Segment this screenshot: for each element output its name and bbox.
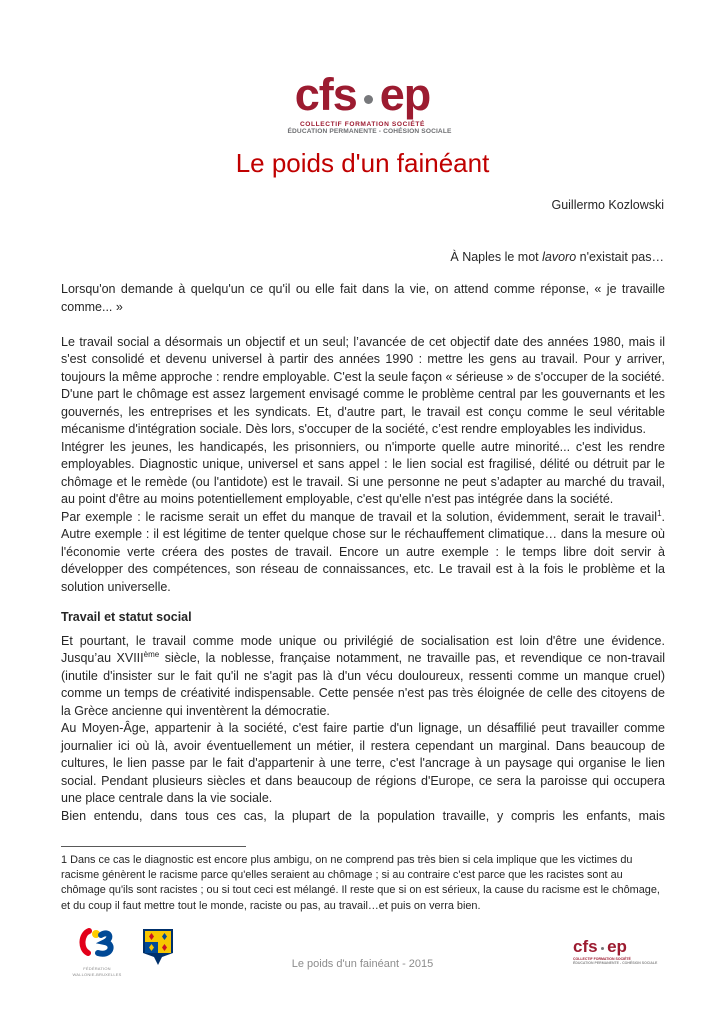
paragraph-et-pourtant-pre: Et pourtant, le travail comme mode unique ou privilégié de socialisation est loin d'être une évidence. Jusqu’au XVIII xyxy=(61,633,665,665)
paragraph-exemples-pre: Par exemple : le racisme serait un effet du manque de travail et la solution, évidemment, serait le travail xyxy=(61,509,658,524)
paragraph-bien-entendu: Bien entendu, dans tous ces cas, la plupart de la population travaille, y compris les enfants, mais xyxy=(61,808,665,823)
epigraph-pre: À Naples le mot xyxy=(450,250,543,264)
section-heading: Travail et statut social xyxy=(61,610,192,624)
footer-page-label: Le poids d'un fainéant - 2015 xyxy=(291,958,434,970)
page-title: Le poids d'un fainéant xyxy=(235,148,490,178)
footnote-text: 1 Dans ce cas le diagnostic est encore plus ambigu, on ne comprend pas très bien si cela implique que les victimes du racisme génèrent le racisme parce qu'elles seraient au chômage ; si au contraire c'est parce que les racistes sont au chômage qu'ils sont racistes ; ou si tout ceci est mélangé. Il reste que si on est sérieux, la cause du racisme est le chômage, et du coup il faut mettre tout le monde, raciste ou pas, au travail…et puis on verra bien. xyxy=(61,854,660,912)
superscript-eme: ème xyxy=(143,649,160,659)
paragraph-travail-social: Le travail social a désormais un objectif et un seul; l’avancée de cet objectif date des années 1980, mais il s'est consolidé et devenu universel à partir des années 1990 : mettre les gens au travail. Pour y arriver, toujours la même approche : rendre employable. C'est la seule façon « sérieuse » de s'occuper de la société. xyxy=(61,334,665,384)
footer-logo-subtitle-2: ÉDUCATION PERMANENTE - COHÉSION SOCIALE xyxy=(573,961,658,965)
epigraph-post: n'existait pas… xyxy=(576,250,664,264)
paragraph-et-pourtant-post: siècle, la noblesse, française notamment, ne travaille pas, et revendique ce non-travail (inutile d'insister sur le fait qu'il ne s'agit pas là d'un vécu douloureux, ressenti comme un manque cruel) comme un temps de créativité indispensable. Cette pensée n'est pas très éloignée de celle des citoyens de la Grèce ancienne qui inventèrent la démocratie. xyxy=(61,651,666,718)
footer-logo-subtitle-1: COLLECTIF FORMATION SOCIÉTÉ xyxy=(573,957,631,961)
cfsep-footer-wordmark xyxy=(573,938,659,955)
epigraph xyxy=(450,250,664,264)
paragraph-exemples xyxy=(61,509,665,597)
footer-brand-dot-icon xyxy=(601,947,605,951)
fwb-logo-icon xyxy=(76,928,118,960)
footer-brand-cfs: cfs xyxy=(573,937,598,956)
footnote-separator xyxy=(61,846,246,847)
cfsep-footer-logo xyxy=(573,938,659,965)
paragraph-exemples-post: . Autre exemple : il est légitime de tenter quelque chose sur le réchauffement climatique… dans la mesure où l'économie verte créera des postes de travail. Encore un autre exemple : le temps libre doit servir à développer des compétences, son réseau de connaissances, etc. Le travail est à la fois le problème et la solution universelle. xyxy=(61,509,665,594)
paragraph-chomage: D'une part le chômage est assez largement envisagé comme le problème central par les gouvernants et les gouvernés, les entreprises et les syndicats. Et, d'autre part, le travail est conçu comme le seul véritable mécanisme d'intégration sociale. Dès lors, s'occuper de la société, c’est rendre employables les individus. xyxy=(61,387,665,436)
epigraph-italic-word: lavoro xyxy=(542,250,577,264)
paragraph-et-pourtant xyxy=(61,633,665,721)
cfsep-header-logo xyxy=(287,69,452,135)
brand-cfs: cfs xyxy=(294,69,357,120)
brand-dot-icon xyxy=(364,95,373,104)
brand-ep: ep xyxy=(379,69,431,120)
body-text xyxy=(61,281,665,825)
paragraph-integrer: Intégrer les jeunes, les handicapés, les prisonniers, ou n'importe quelle autre minorité... c'est les rendre employables. Diagnostic unique, universel et sans appel : le lien social est fragilisé, délité ou détruit par le chômage et le remède (ou l'antidote) est le travail. Si une personne ne peut s’adapter au marché du travail, au point d'être au moins potentiellement employable, c'est qu'elle n'est pas intégrée dans la société. xyxy=(61,439,665,506)
fwb-caption-line2: WALLONIE-BRUXELLES xyxy=(72,971,122,977)
logo-subtitle-1: COLLECTIF FORMATION SOCIÉTÉ xyxy=(299,121,426,128)
footnote-ref-1: 1 xyxy=(657,508,662,518)
paragraph-intro: Lorsqu'on demande à quelqu'un ce qu'il ou elle fait dans la vie, on attend comme réponse, « je travaille comme... » xyxy=(61,282,665,314)
fwb-caption-line1: FÉDÉRATION xyxy=(83,966,111,971)
logo-subtitle-2: ÉDUCATION PERMANENTE - COHÉSION SOCIALE xyxy=(287,128,452,135)
cfsep-brand-wordmark xyxy=(288,69,438,120)
author-name: Guillermo Kozlowski xyxy=(551,198,664,212)
footer-brand-ep: ep xyxy=(607,937,627,956)
paragraph-moyen-age: Au Moyen-Âge, appartenir à la société, c'est faire partie d'un lignage, un désaffilié peut travailler comme journalier ici où là, avoir éventuellement un métier, il restera cependant un marginal. Dans beaucoup de cultures, le lien passe par le fait d'appartenir à une terre, c'est l'ancrage à un paysage qui organise le lien social. Pendant plusieurs siècles et dans beaucoup de régions d'Europe, ce sera la paroisse qui occupera une place centrale dans la vie sociale. xyxy=(61,721,665,805)
